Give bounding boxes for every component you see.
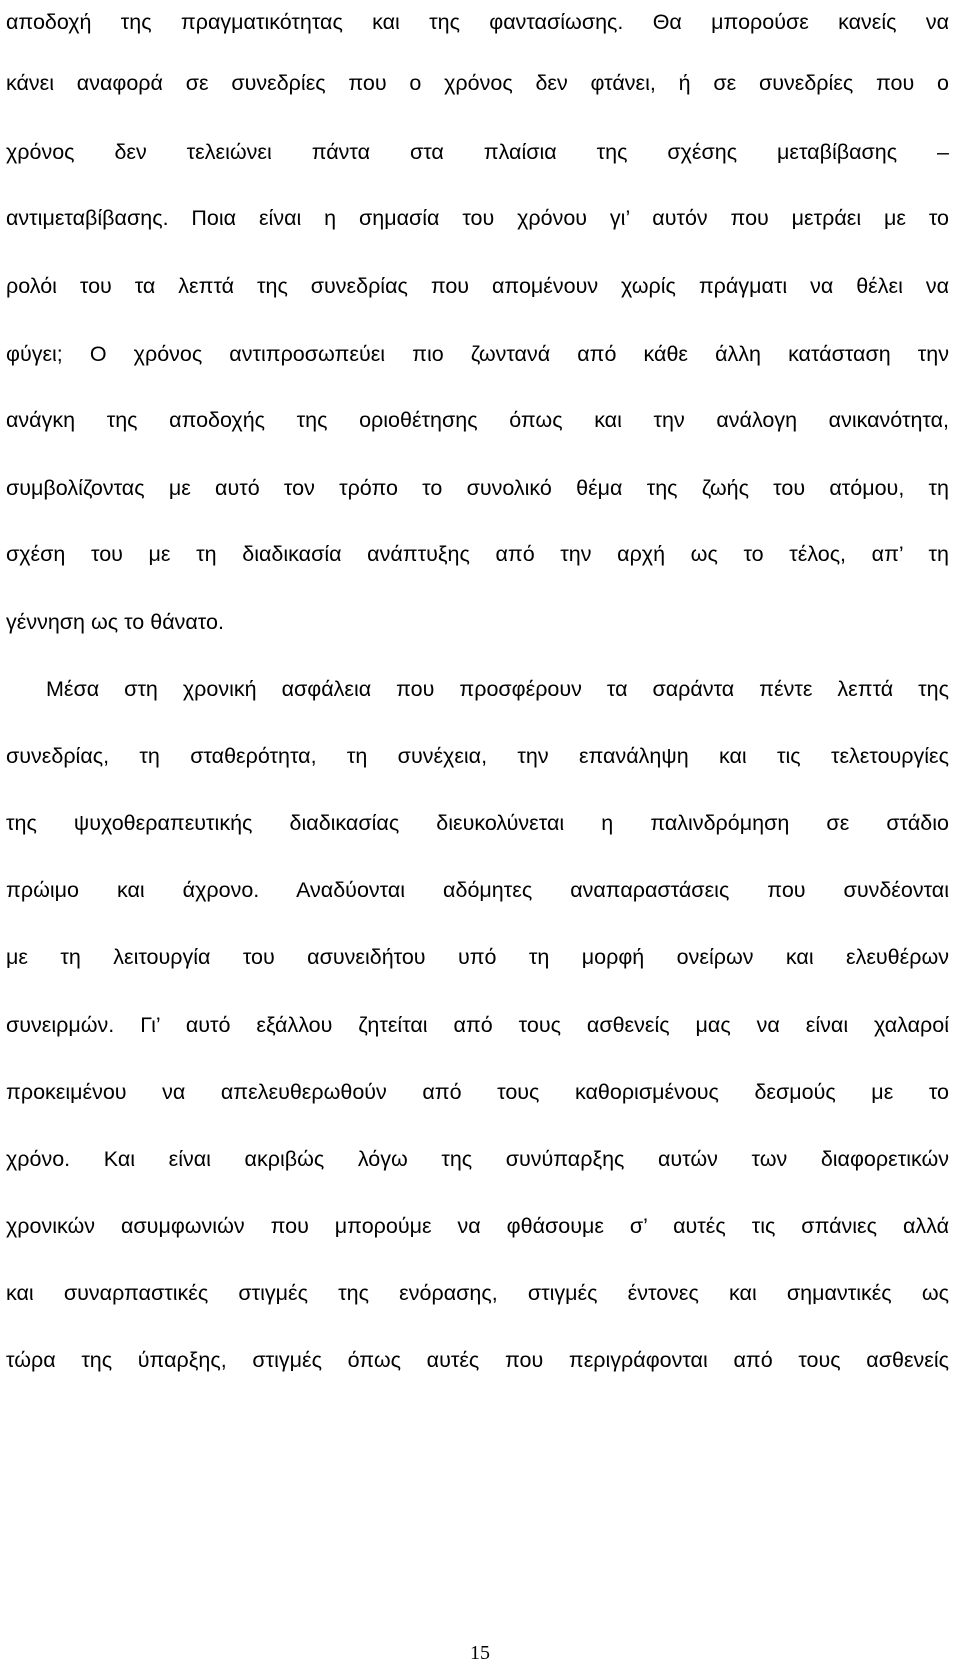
text-line: ανάγκη της αποδοχής της οριοθέτησης όπως και την ανάλογη ανικανότητα, <box>6 408 949 432</box>
text-line: με τη λειτουργία του ασυνειδήτου υπό τη μορφή ονείρων και ελευθέρων <box>6 945 949 969</box>
text-line: φύγει; Ο χρόνος αντιπροσωπεύει πιο ζωντανά από κάθε άλλη κατάσταση την <box>6 342 949 366</box>
text-line: συμβολίζοντας με αυτό τον τρόπο το συνολικό θέμα της ζωής του ατόμου, τη <box>6 476 949 500</box>
text-line: σχέση του με τη διαδικασία ανάπτυξης από την αρχή ως το τέλος, απ’ τη <box>6 542 949 566</box>
text-line: συνεδρίας, τη σταθερότητα, τη συνέχεια, την επανάληψη και τις τελετουργίες <box>6 744 949 768</box>
text-line: της ψυχοθεραπευτικής διαδικασίας διευκολύνεται η παλινδρόμηση σε στάδιο <box>6 811 949 835</box>
text-line: κάνει αναφορά σε συνεδρίες που ο χρόνος δεν φτάνει, ή σε συνεδρίες που ο <box>6 71 949 95</box>
text-line: συνειρμών. Γι’ αυτό εξάλλου ζητείται από τους ασθενείς μας να είναι χαλαροί <box>6 1013 949 1037</box>
text-line: πρώιμο και άχρονο. Αναδύονται αδόμητες αναπαραστάσεις που συνδέονται <box>6 878 949 902</box>
text-line: αποδοχή της πραγματικότητας και της φαντασίωσης. Θα μπορούσε κανείς να <box>6 10 949 34</box>
text-line: χρόνος δεν τελειώνει πάντα στα πλαίσια της σχέσης μεταβίβασης – <box>6 140 949 164</box>
page-number: 15 <box>470 1642 490 1664</box>
text-line: γέννηση ως το θάνατο. <box>6 610 224 634</box>
text-line: ρολόι του τα λεπτά της συνεδρίας που απομένουν χωρίς πράγματι να θέλει να <box>6 274 949 298</box>
text-line: αντιμεταβίβασης. Ποια είναι η σημασία του χρόνου γι’ αυτόν που μετράει με το <box>6 206 949 230</box>
text-line: Μέσα στη χρονική ασφάλεια που προσφέρουν τα σαράντα πέντε λεπτά της <box>46 677 949 701</box>
text-line: προκειμένου να απελευθερωθούν από τους καθορισμένους δεσμούς με το <box>6 1080 949 1104</box>
text-line: τώρα της ύπαρξης, στιγμές όπως αυτές που περιγράφονται από τους ασθενείς <box>6 1348 949 1372</box>
text-line: χρονικών ασυμφωνιών που μπορούμε να φθάσουμε σ’ αυτές τις σπάνιες αλλά <box>6 1214 949 1238</box>
text-line: χρόνο. Και είναι ακριβώς λόγω της συνύπαρξης αυτών των διαφορετικών <box>6 1147 949 1171</box>
text-line: και συναρπαστικές στιγμές της ενόρασης, στιγμές έντονες και σημαντικές ως <box>6 1281 949 1305</box>
